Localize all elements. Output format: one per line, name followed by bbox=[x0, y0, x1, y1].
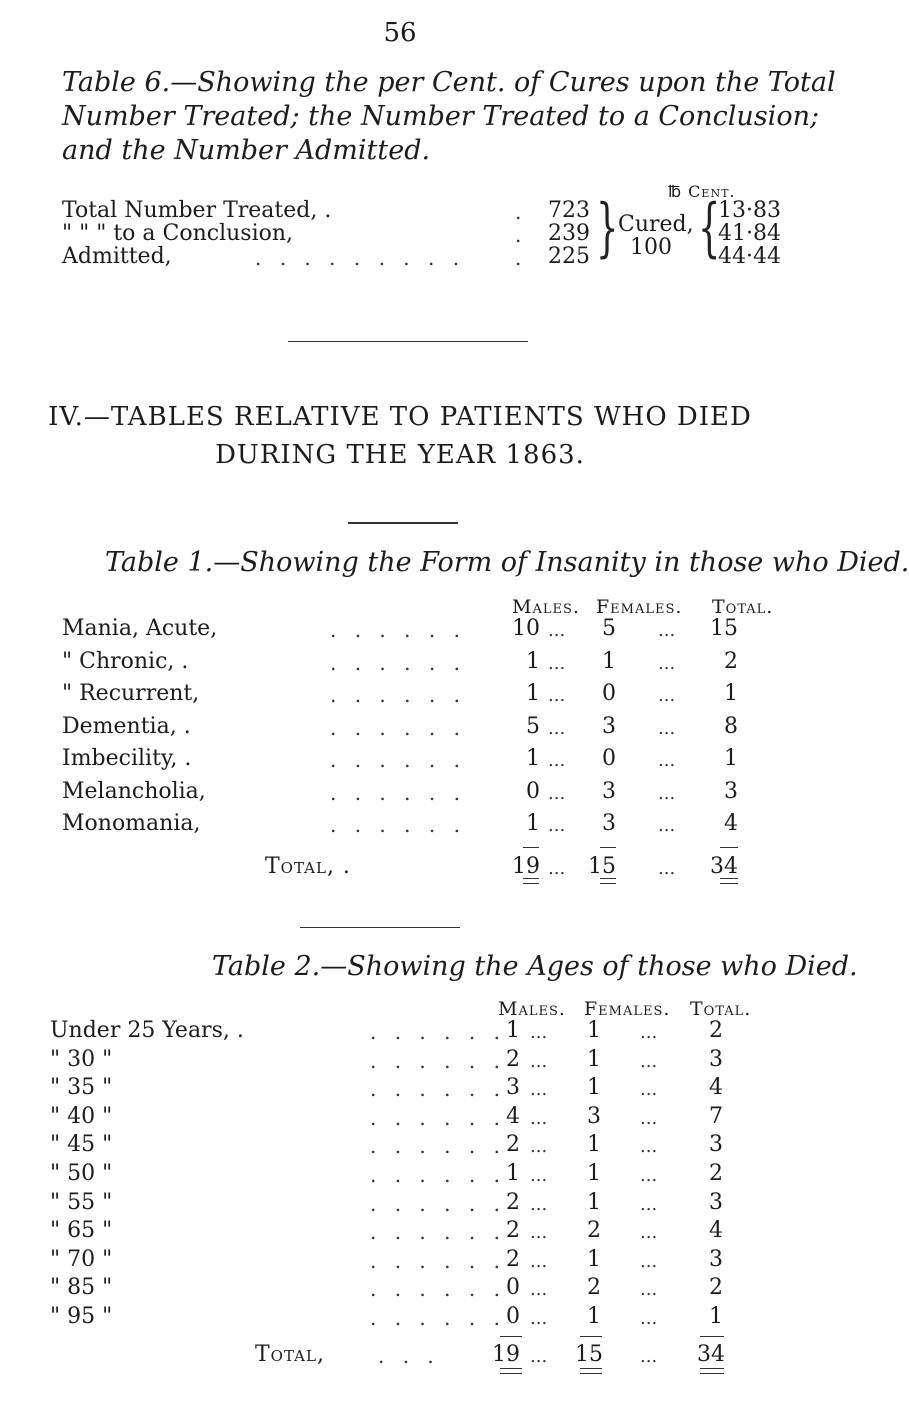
leader-dots: . . . . . . bbox=[370, 1277, 506, 1302]
ellipsis: ... bbox=[658, 685, 676, 706]
sum-rule bbox=[700, 1336, 724, 1337]
ellipsis: ... bbox=[640, 1308, 658, 1329]
ellipsis: ... bbox=[530, 1250, 548, 1272]
double-rule bbox=[500, 1368, 522, 1374]
table1-row-total: 1 bbox=[724, 681, 738, 706]
ellipsis: ... bbox=[548, 815, 566, 836]
ellipsis: ... bbox=[640, 1346, 658, 1367]
leader-dots: . . . . . . bbox=[370, 1134, 506, 1159]
ellipsis: ... bbox=[548, 782, 566, 804]
leader-dots: . . . . . . bbox=[370, 1077, 506, 1102]
table1-row-males: 1 bbox=[526, 811, 540, 836]
leader-dots: . . . . . . bbox=[370, 1163, 506, 1187]
table2-row-label: " 45 " bbox=[50, 1132, 113, 1158]
table2-row-males: 2 bbox=[506, 1132, 520, 1158]
table2-row-males: 0 bbox=[506, 1304, 520, 1329]
table6-row-label: Total Number Treated, . bbox=[62, 198, 332, 223]
ellipsis: ... bbox=[530, 1022, 548, 1043]
double-rule bbox=[523, 878, 539, 884]
table2-header-males: Males. bbox=[498, 998, 566, 1020]
table1-row-males: 5 bbox=[526, 713, 540, 739]
table6-caption-line-1: Table 6.—Showing the per Cent. of Cures upon the Total bbox=[62, 67, 836, 98]
double-rule bbox=[580, 1368, 602, 1374]
table2-row-label: " 95 " bbox=[50, 1304, 113, 1329]
leader-dots: . . . . . . bbox=[330, 715, 466, 740]
divider-rule bbox=[300, 927, 460, 928]
table6-caption-line-3: and the Number Admitted. bbox=[62, 135, 431, 166]
table1-row-females: 3 bbox=[602, 713, 616, 739]
table1-row-males: 1 bbox=[526, 746, 540, 771]
sum-rule bbox=[523, 847, 539, 848]
ellipsis: ... bbox=[658, 652, 676, 674]
ellipsis: ... bbox=[640, 1107, 658, 1129]
table2-row-males: 2 bbox=[506, 1046, 520, 1072]
table2-row-females: 2 bbox=[587, 1275, 601, 1301]
ellipsis: ... bbox=[640, 1222, 658, 1244]
table1-header-females: Females. bbox=[596, 596, 683, 618]
table1-row-label: Mania, Acute, bbox=[62, 616, 218, 641]
table2-caption: Table 2.—Showing the Ages of those who Died. bbox=[212, 951, 858, 982]
table2-row-females: 1 bbox=[587, 1132, 601, 1158]
ellipsis: ... bbox=[530, 1107, 548, 1129]
table2-row-total: 3 bbox=[709, 1046, 723, 1072]
table2-row-total: 4 bbox=[709, 1218, 723, 1244]
table1-row-males: 0 bbox=[526, 778, 540, 804]
ellipsis: ... bbox=[640, 1250, 658, 1272]
leader-dots: . . . . . . bbox=[330, 780, 466, 805]
table2-row-females: 3 bbox=[587, 1103, 601, 1129]
table1-row-females: 5 bbox=[602, 616, 616, 641]
leader-dots: . . . . . . bbox=[330, 748, 466, 772]
table1-row-label: " Chronic, . bbox=[62, 648, 189, 674]
ellipsis: ... bbox=[548, 685, 566, 706]
table6-caption-line-2: Number Treated; the Number Treated to a Conclusion; bbox=[62, 101, 820, 132]
left-brace-icon: { bbox=[698, 191, 721, 265]
ellipsis: ... bbox=[548, 652, 566, 674]
table2-row-label: " 85 " bbox=[50, 1275, 113, 1301]
table2-row-total: 1 bbox=[709, 1304, 723, 1329]
table1-row-males: 1 bbox=[526, 681, 540, 706]
table1-row-label: " Recurrent, bbox=[62, 681, 200, 706]
table2-row-label: " 40 " bbox=[50, 1103, 113, 1129]
ellipsis: ... bbox=[530, 1079, 548, 1101]
table2-row-total: 3 bbox=[709, 1246, 723, 1272]
divider-rule bbox=[348, 522, 458, 524]
table1-header-total: Total. bbox=[712, 596, 774, 618]
table6-value: 239 bbox=[548, 221, 590, 246]
table2-header-females: Females. bbox=[584, 998, 671, 1020]
ellipsis: ... bbox=[658, 750, 676, 771]
ellipsis: ... bbox=[530, 1136, 548, 1158]
ellipsis: ... bbox=[640, 1193, 658, 1215]
table1-row-females: 3 bbox=[602, 778, 616, 804]
table1-row-label: Melancholia, bbox=[62, 778, 206, 804]
table2-row-males: 2 bbox=[506, 1246, 520, 1272]
table1-row-females: 1 bbox=[602, 648, 616, 674]
table6-row-label: Admitted, bbox=[62, 244, 172, 269]
sum-rule bbox=[720, 847, 738, 848]
table1-row-total: 8 bbox=[724, 713, 738, 739]
table1-row-total: 15 bbox=[710, 616, 738, 641]
table1-caption: Table 1.—Showing the Form of Insanity in those who Died. bbox=[105, 547, 909, 578]
table2-row-total: 4 bbox=[709, 1075, 723, 1101]
ellipsis: ... bbox=[530, 1222, 548, 1244]
table1-row-females: 3 bbox=[602, 811, 616, 836]
ellipsis: ... bbox=[640, 1136, 658, 1158]
ellipsis: ... bbox=[530, 1050, 548, 1072]
table2-row-females: 1 bbox=[587, 1046, 601, 1072]
table2-row-total: 7 bbox=[709, 1103, 723, 1129]
table2-row-label: " 55 " bbox=[50, 1189, 113, 1215]
table2-total-females: 15 bbox=[575, 1342, 603, 1367]
divider-rule bbox=[288, 341, 528, 342]
table2-row-label: " 30 " bbox=[50, 1046, 113, 1072]
ellipsis: ... bbox=[530, 1346, 548, 1367]
table1-row-label: Dementia, . bbox=[62, 713, 191, 739]
leader-dots: . . . . . . . . . bbox=[255, 246, 466, 270]
sum-rule bbox=[600, 847, 616, 848]
table2-row-males: 1 bbox=[506, 1161, 520, 1186]
double-rule bbox=[700, 1368, 724, 1374]
leader-dots: . . . . . . bbox=[370, 1105, 506, 1130]
ellipsis: ... bbox=[640, 1165, 658, 1186]
table1-total-females: 15 bbox=[588, 854, 616, 879]
table2-row-label: Under 25 Years, . bbox=[50, 1018, 244, 1043]
table2-total-males: 19 bbox=[492, 1342, 520, 1367]
table2-row-total: 2 bbox=[709, 1275, 723, 1301]
leader-dots: . . . . . . bbox=[330, 618, 466, 642]
sum-rule bbox=[580, 1336, 602, 1337]
table2-row-label: " 70 " bbox=[50, 1246, 113, 1272]
ellipsis: ... bbox=[530, 1193, 548, 1215]
table6-value: 225 bbox=[548, 244, 590, 269]
table1-row-total: 3 bbox=[724, 778, 738, 804]
double-rule bbox=[600, 878, 616, 884]
ellipsis: ... bbox=[530, 1308, 548, 1329]
leader-dots: . bbox=[515, 223, 528, 247]
leader-dots: . . . . . . bbox=[370, 1306, 506, 1330]
table1-row-females: 0 bbox=[602, 746, 616, 771]
table2-row-males: 2 bbox=[506, 1189, 520, 1215]
double-rule bbox=[720, 878, 738, 884]
table2-row-males: 3 bbox=[506, 1075, 520, 1101]
table6-percent-header: ℔ Cent. bbox=[668, 182, 736, 201]
leader-dots: . bbox=[515, 200, 528, 224]
table6-cured-label: Cured, bbox=[618, 212, 694, 237]
table6-percent: 41·84 bbox=[718, 221, 781, 246]
table2-row-females: 1 bbox=[587, 1189, 601, 1215]
ellipsis: ... bbox=[658, 717, 676, 739]
section-heading-line-2: DURING THE YEAR 1863. bbox=[215, 440, 585, 470]
ellipsis: ... bbox=[548, 750, 566, 771]
ellipsis: ... bbox=[548, 717, 566, 739]
table2-row-males: 2 bbox=[506, 1218, 520, 1244]
table2-row-males: 4 bbox=[506, 1103, 520, 1129]
table2-row-females: 1 bbox=[587, 1246, 601, 1272]
table6-percent: 13·83 bbox=[718, 198, 781, 223]
ellipsis: ... bbox=[548, 620, 566, 641]
table2-row-label: " 50 " bbox=[50, 1161, 113, 1186]
table1-row-total: 1 bbox=[724, 746, 738, 771]
section-heading-line-1: IV.—TABLES RELATIVE TO PATIENTS WHO DIED bbox=[48, 402, 752, 432]
leader-dots: . . . . . . bbox=[330, 650, 466, 675]
table1-total-label: Total, . bbox=[265, 854, 351, 879]
leader-dots: . . . bbox=[378, 1344, 440, 1368]
table2-row-females: 1 bbox=[587, 1304, 601, 1329]
table2-row-total: 2 bbox=[709, 1161, 723, 1186]
table6-value: 723 bbox=[548, 198, 590, 223]
ellipsis: ... bbox=[640, 1079, 658, 1101]
table1-header-males: Males. bbox=[512, 596, 580, 618]
table1-row-label: Imbecility, . bbox=[62, 746, 192, 771]
ellipsis: ... bbox=[530, 1279, 548, 1301]
ellipsis: ... bbox=[548, 858, 566, 879]
table1-row-label: Monomania, bbox=[62, 811, 201, 836]
table1-row-males: 1 bbox=[526, 648, 540, 674]
table1-row-total: 4 bbox=[724, 811, 738, 836]
table2-row-total: 2 bbox=[709, 1018, 723, 1043]
table2-row-males: 0 bbox=[506, 1275, 520, 1301]
leader-dots: . . . . . . bbox=[370, 1220, 506, 1245]
table1-row-total: 2 bbox=[724, 648, 738, 674]
ellipsis: ... bbox=[658, 858, 676, 879]
leader-dots: . bbox=[515, 246, 528, 270]
table2-row-females: 1 bbox=[587, 1161, 601, 1186]
ellipsis: ... bbox=[530, 1165, 548, 1186]
ellipsis: ... bbox=[658, 782, 676, 804]
table6-cured-value: 100 bbox=[630, 235, 672, 260]
table1-row-females: 0 bbox=[602, 681, 616, 706]
leader-dots: . . . . . . bbox=[330, 683, 466, 707]
table2-row-females: 2 bbox=[587, 1218, 601, 1244]
sum-rule bbox=[500, 1336, 522, 1337]
table2-header-total: Total. bbox=[690, 998, 752, 1020]
leader-dots: . . . . . . bbox=[370, 1191, 506, 1216]
table1-total-total: 34 bbox=[710, 854, 738, 879]
table2-row-females: 1 bbox=[587, 1018, 601, 1043]
table2-total-label: Total, bbox=[255, 1342, 325, 1367]
ellipsis: ... bbox=[640, 1050, 658, 1072]
table2-row-total: 3 bbox=[709, 1132, 723, 1158]
table2-row-males: 1 bbox=[506, 1018, 520, 1043]
ellipsis: ... bbox=[658, 620, 676, 641]
table6-row-label: " " " to a Conclusion, bbox=[62, 221, 294, 246]
table2-total-total: 34 bbox=[697, 1342, 725, 1367]
table1-row-males: 10 bbox=[512, 616, 540, 641]
leader-dots: . . . . . . bbox=[370, 1248, 506, 1273]
page-number: 56 bbox=[383, 18, 417, 48]
table2-row-label: " 35 " bbox=[50, 1075, 113, 1101]
table2-row-total: 3 bbox=[709, 1189, 723, 1215]
leader-dots: . . . . . . bbox=[370, 1020, 506, 1044]
ellipsis: ... bbox=[658, 815, 676, 836]
leader-dots: . . . . . . bbox=[370, 1048, 506, 1073]
table2-row-females: 1 bbox=[587, 1075, 601, 1101]
ellipsis: ... bbox=[640, 1022, 658, 1043]
table1-total-males: 19 bbox=[512, 854, 540, 879]
table6-percent: 44·44 bbox=[718, 244, 781, 269]
table2-row-label: " 65 " bbox=[50, 1218, 113, 1244]
ellipsis: ... bbox=[640, 1279, 658, 1301]
right-brace-icon: } bbox=[596, 191, 619, 265]
leader-dots: . . . . . . bbox=[330, 813, 466, 837]
